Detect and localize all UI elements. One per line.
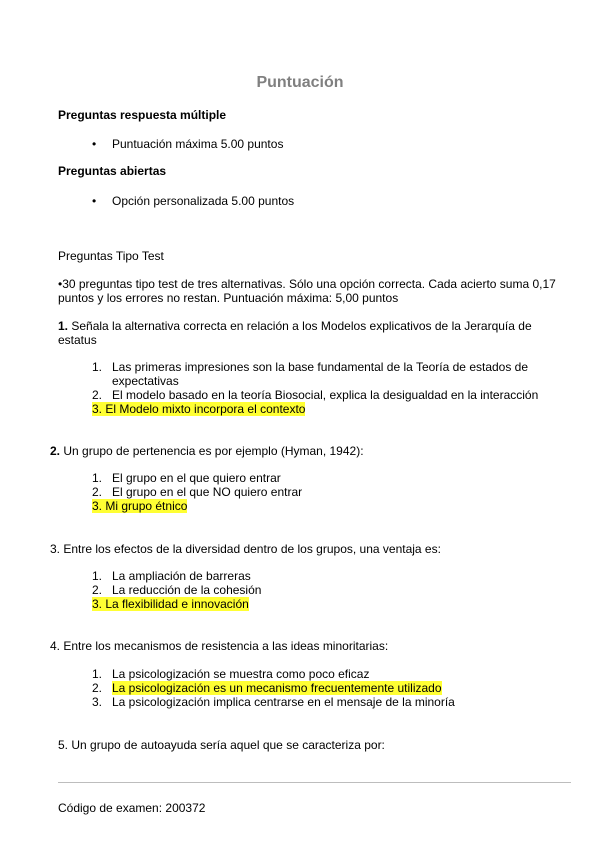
- question-text: Entre los mecanismos de resistencia a las ideas minoritarias:: [63, 639, 389, 653]
- option-item: [92, 695, 552, 709]
- option-text: La flexibilidad e innovación: [105, 597, 249, 611]
- bullet-item-max-score: [92, 137, 283, 151]
- question-text: Un grupo de pertenencia es por ejemplo (Hyman, 1942):: [63, 444, 364, 458]
- option-text: La ampliación de barreras: [112, 569, 251, 583]
- question-2: [50, 444, 364, 458]
- option-item-correct: [92, 402, 552, 416]
- option-item: [92, 360, 552, 388]
- section-heading-open-questions: Preguntas abiertas: [58, 164, 167, 178]
- option-item-correct: [92, 499, 552, 513]
- question-2-options: [92, 471, 552, 513]
- option-text: Las primeras impresiones son la base fundamental de la Teoría de estados de expectativas: [112, 360, 529, 388]
- page-title: Puntuación: [256, 74, 344, 91]
- option-text: El grupo en el que quiero entrar: [112, 471, 281, 485]
- option-number: 1.: [92, 360, 103, 374]
- question-3: [50, 542, 441, 556]
- option-item-correct: [92, 681, 552, 695]
- option-item: [92, 667, 552, 681]
- question-4: [50, 639, 388, 653]
- test-section-label: Preguntas Tipo Test: [58, 249, 164, 263]
- option-number: 2.: [92, 583, 103, 597]
- option-number: 3.: [92, 695, 103, 709]
- option-number: 2.: [92, 485, 103, 499]
- question-text: Señala la alternativa correcta en relación a los Modelos explicativos de la Jerarquía de estatus: [58, 319, 532, 347]
- section-heading-multiple-choice: Preguntas respuesta múltiple: [58, 108, 227, 122]
- option-item: [92, 471, 552, 485]
- question-number: 2.: [50, 444, 61, 458]
- bullet-icon: •: [92, 194, 97, 208]
- bullet-item-custom-option: [92, 194, 294, 208]
- question-1-options: [92, 360, 552, 416]
- option-text: La psicologización implica centrarse en el mensaje de la minoría: [112, 695, 455, 709]
- question-number: 5.: [58, 738, 69, 752]
- option-text: El Modelo mixto incorpora el contexto: [105, 402, 306, 416]
- question-1: [58, 319, 548, 347]
- question-4-options: [92, 667, 552, 709]
- bullet-icon: •: [92, 137, 97, 151]
- option-item: [92, 569, 552, 583]
- option-number: 1.: [92, 471, 103, 485]
- question-3-options: [92, 569, 552, 611]
- question-text: Entre los efectos de la diversidad dentro de los grupos, una ventaja es:: [63, 542, 441, 556]
- option-item: [92, 388, 552, 402]
- option-number: 3.: [92, 499, 103, 513]
- bullet-text: Puntuación máxima 5.00 puntos: [112, 137, 284, 151]
- option-number: 2.: [92, 388, 103, 402]
- option-text: La psicologización se muestra como poco eficaz: [112, 667, 370, 681]
- question-text: Un grupo de autoayuda sería aquel que se caracteriza por:: [71, 738, 385, 752]
- exam-code: Código de examen: 200372: [58, 801, 206, 815]
- option-number: 3.: [92, 402, 103, 416]
- bullet-text: Opción personalizada 5.00 puntos: [112, 194, 295, 208]
- option-text: El grupo en el que NO quiero entrar: [112, 485, 303, 499]
- option-text: La reducción de la cohesión: [112, 583, 262, 597]
- option-number: 1.: [92, 569, 103, 583]
- option-item: [92, 485, 552, 499]
- question-5: [58, 738, 385, 752]
- option-text: La psicologización es un mecanismo frecuentemente utilizado: [112, 681, 442, 695]
- footer-divider: [58, 782, 571, 783]
- option-item: [92, 583, 552, 597]
- option-item-correct: [92, 597, 552, 611]
- option-number: 3.: [92, 597, 103, 611]
- option-text: El modelo basado en la teoría Biosocial, explica la desigualdad en la interacción: [112, 388, 539, 402]
- question-number: 3.: [50, 542, 61, 556]
- option-text: Mi grupo étnico: [105, 499, 188, 513]
- option-number: 1.: [92, 667, 103, 681]
- question-number: 4.: [50, 639, 61, 653]
- test-instructions: •30 preguntas tipo test de tres alternativas. Sólo una opción correcta. Cada acierto suma 0,17 puntos y los errores no restan. Puntuación máxima: 5,00 puntos: [58, 277, 556, 305]
- option-number: 2.: [92, 681, 103, 695]
- question-number: 1.: [58, 319, 69, 333]
